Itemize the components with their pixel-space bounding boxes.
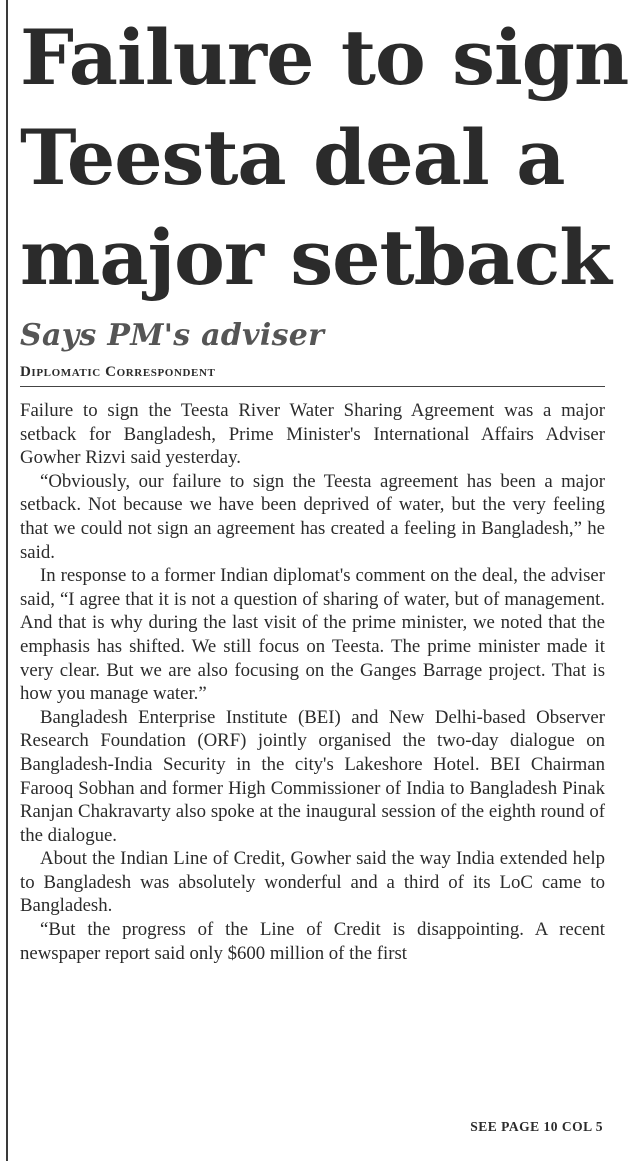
paragraph: Bangladesh Enterprise Institute (BEI) and New Delhi-based Observer Research Foundation (ORF) jointly organised the two-day dialogue on Bangladesh-India Security in the city's Lakeshore Hotel. BEI Chairman Farooq Sobhan and former High Commissioner of India to Bangladesh Pinak Ranjan Chakravarty also spoke at the inaugural session of the eighth round of the dialogue.: [20, 706, 605, 846]
article: [20, 8, 629, 965]
headline-line: major setback: [20, 213, 611, 302]
continued-on-page-label: SEE PAGE 10 COL 5: [470, 1119, 603, 1134]
byline: Diplomatic Correspondent: [20, 364, 605, 387]
headline-line: Teesta deal a: [20, 113, 565, 202]
column-rule: [6, 0, 8, 1161]
paragraph: “Obviously, our failure to sign the Teesta agreement has been a major setback. Not because we have been deprived of water, but the very feeling that we could not sign an agreement has created a feeling in Bangladesh,” he said.: [20, 470, 605, 563]
paragraph: In response to a former Indian diplomat's comment on the deal, the adviser said, “I agree that it is not a question of sharing of water, but of management. And that is why during the last visit of the prime minister, we noted that the emphasis has shifted. We still focus on Teesta. The prime minister made it very clear. But we are also focusing on the Ganges Barrage project. That is how you manage water.”: [20, 565, 605, 705]
article-body: [20, 399, 605, 965]
paragraph: “But the progress of the Line of Credit is disappointing. A recent newspaper report said only $600 million of the first: [20, 919, 605, 964]
paragraph: Failure to sign the Teesta River Water Sharing Agreement was a major setback for Bangladesh, Prime Minister's International Affairs Adviser Gowher Rizvi said yesterday.: [20, 400, 605, 469]
headline: [20, 8, 629, 308]
paragraph: About the Indian Line of Credit, Gowher said the way India extended help to Bangladesh was absolutely wonderful and a third of its LoC came to Bangladesh.: [20, 848, 605, 917]
headline-line: Failure to sign: [20, 13, 629, 102]
subheadline: Says PM's adviser: [20, 318, 325, 353]
